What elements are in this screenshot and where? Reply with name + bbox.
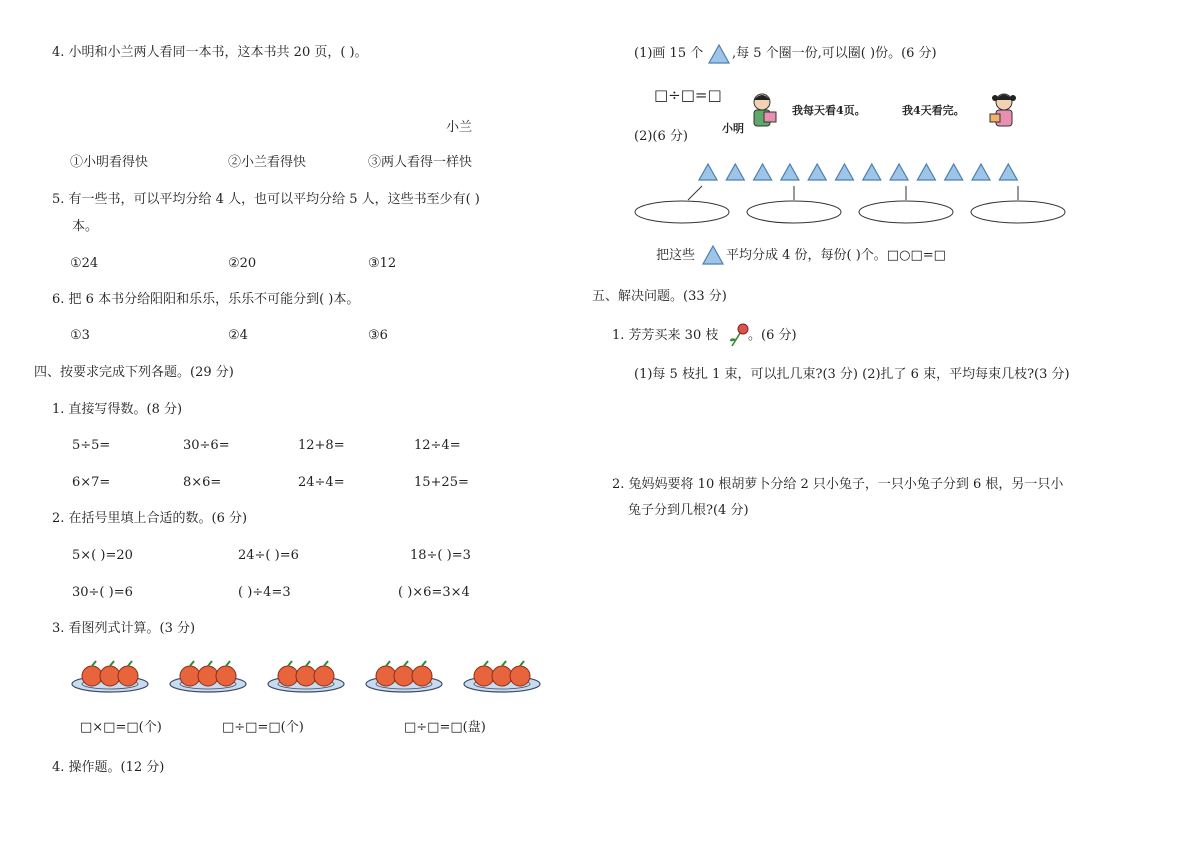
triangle bbox=[754, 164, 772, 180]
plate-of-oranges-4 bbox=[364, 650, 444, 694]
s5-q1-sub: (1)每 5 枝扎 1 束，可以扎几束?(3 分) (2)扎了 6 束，平均每束几枝?(3 分) bbox=[634, 367, 1070, 382]
op2-text-b: 平均分成 4 份，每份( )个。□○□=□ bbox=[726, 248, 946, 263]
triangle bbox=[999, 164, 1017, 180]
p3-answer-2: □÷□=□(个) bbox=[222, 720, 304, 735]
p1-r2-c4: 15+25= bbox=[414, 475, 469, 490]
p3-title: 3. 看图列式计算。(3 分) bbox=[52, 621, 196, 636]
p1-r1-c4: 12÷4= bbox=[414, 438, 461, 453]
q5-option-1: ①24 bbox=[70, 256, 99, 271]
p2-title: 2. 在括号里填上合适的数。(6 分) bbox=[52, 511, 248, 526]
triangles-grouping-diagram bbox=[630, 158, 1070, 228]
q6-option-3: ③6 bbox=[368, 328, 388, 343]
girl-speech: 我4天看完。 bbox=[902, 104, 965, 117]
p2-r2-c1: 30÷( )=6 bbox=[72, 585, 133, 600]
p2-r1-c3: 18÷( )=3 bbox=[410, 548, 471, 563]
triangle bbox=[917, 164, 935, 180]
p1-r1-c3: 12+8= bbox=[298, 438, 345, 453]
q4-option-3: ③两人看得一样快 bbox=[368, 155, 473, 170]
p1-title: 1. 直接写得数。(8 分) bbox=[52, 402, 183, 417]
q5-option-3: ③12 bbox=[368, 256, 397, 271]
op1-text-a: (1)画 15 个 bbox=[634, 46, 704, 61]
triangle bbox=[836, 164, 854, 180]
q5-option-2: ②20 bbox=[228, 256, 257, 271]
boy-xiaoming-illustration bbox=[746, 92, 782, 132]
plate-of-oranges-5 bbox=[462, 650, 542, 694]
s5-q2-line2: 兔子分到几根?(4 分) bbox=[628, 503, 749, 518]
q4-stem: 4. 小明和小兰两人看同一本书，这本书共 20 页，( )。 bbox=[52, 45, 368, 60]
op2-label: (2)(6 分) bbox=[634, 129, 688, 144]
s5-q1-stem-a: 1. 芳芳买来 30 枝 bbox=[612, 328, 719, 343]
plate-of-oranges-1 bbox=[70, 650, 150, 694]
p2-r1-c2: 24÷( )=6 bbox=[238, 548, 299, 563]
s5-q2-line1: 2. 兔妈妈要将 10 根胡萝卜分给 2 只小兔子，一只小兔子分到 6 根，另一只小 bbox=[612, 477, 1064, 492]
q6-option-1: ①3 bbox=[70, 328, 90, 343]
arrow-line bbox=[688, 186, 702, 200]
girl-label-xiaolan: 小兰 bbox=[446, 120, 473, 135]
triangle bbox=[945, 164, 963, 180]
q5-stem-line1: 5. 有一些书，可以平均分给 4 人，也可以平均分给 5 人，这些书至少有( ) bbox=[52, 192, 480, 207]
triangle-icon bbox=[702, 245, 724, 265]
p1-r1-c2: 30÷6= bbox=[183, 438, 230, 453]
p3-answer-1: □×□=□(个) bbox=[80, 720, 162, 735]
group-oval bbox=[859, 201, 953, 223]
p3-answer-3: □÷□=□(盘) bbox=[404, 720, 486, 735]
group-oval bbox=[747, 201, 841, 223]
p1-r1-c1: 5÷5= bbox=[72, 438, 111, 453]
section5-title: 五、解决问题。(33 分) bbox=[592, 289, 727, 304]
plate-of-oranges-2 bbox=[168, 650, 248, 694]
girl-illustration bbox=[986, 92, 1022, 132]
p2-r2-c2: ( )÷4=3 bbox=[238, 585, 291, 600]
s5-q1-stem-b: 。(6 分) bbox=[748, 328, 797, 343]
op2-text-a: 把这些 bbox=[656, 248, 696, 263]
group-oval bbox=[635, 201, 729, 223]
q6-option-2: ②4 bbox=[228, 328, 248, 343]
p2-r1-c1: 5×( )=20 bbox=[72, 548, 133, 563]
p2-r2-c3: ( )×6=3×4 bbox=[398, 585, 470, 600]
q4-option-2: ②小兰看得快 bbox=[228, 155, 307, 170]
p1-r2-c3: 24÷4= bbox=[298, 475, 345, 490]
p1-r2-c2: 8×6= bbox=[183, 475, 222, 490]
triangle bbox=[781, 164, 799, 180]
op1-text-b: ,每 5 个圈一份,可以圈( )份。(6 分) bbox=[732, 46, 937, 61]
p4-title: 4. 操作题。(12 分) bbox=[52, 760, 165, 775]
group-oval bbox=[971, 201, 1065, 223]
triangle bbox=[699, 164, 717, 180]
q4-option-1: ①小明看得快 bbox=[70, 155, 149, 170]
flower-icon bbox=[726, 322, 750, 348]
q6-stem: 6. 把 6 本书分给阳阳和乐乐，乐乐不可能分到( )本。 bbox=[52, 292, 360, 307]
q5-stem-line2: 本。 bbox=[72, 219, 99, 234]
plate-of-oranges-3 bbox=[266, 650, 346, 694]
triangle bbox=[890, 164, 908, 180]
triangle bbox=[808, 164, 826, 180]
triangle bbox=[863, 164, 881, 180]
boy-name-label: 小明 bbox=[722, 122, 744, 135]
op1-formula: □÷□=□ bbox=[654, 86, 722, 104]
triangle bbox=[972, 164, 990, 180]
triangle bbox=[726, 164, 744, 180]
p1-r2-c1: 6×7= bbox=[72, 475, 111, 490]
section4-title: 四、按要求完成下列各题。(29 分) bbox=[34, 365, 234, 380]
boy-speech: 我每天看4页。 bbox=[792, 104, 866, 117]
triangle-icon bbox=[708, 44, 730, 64]
